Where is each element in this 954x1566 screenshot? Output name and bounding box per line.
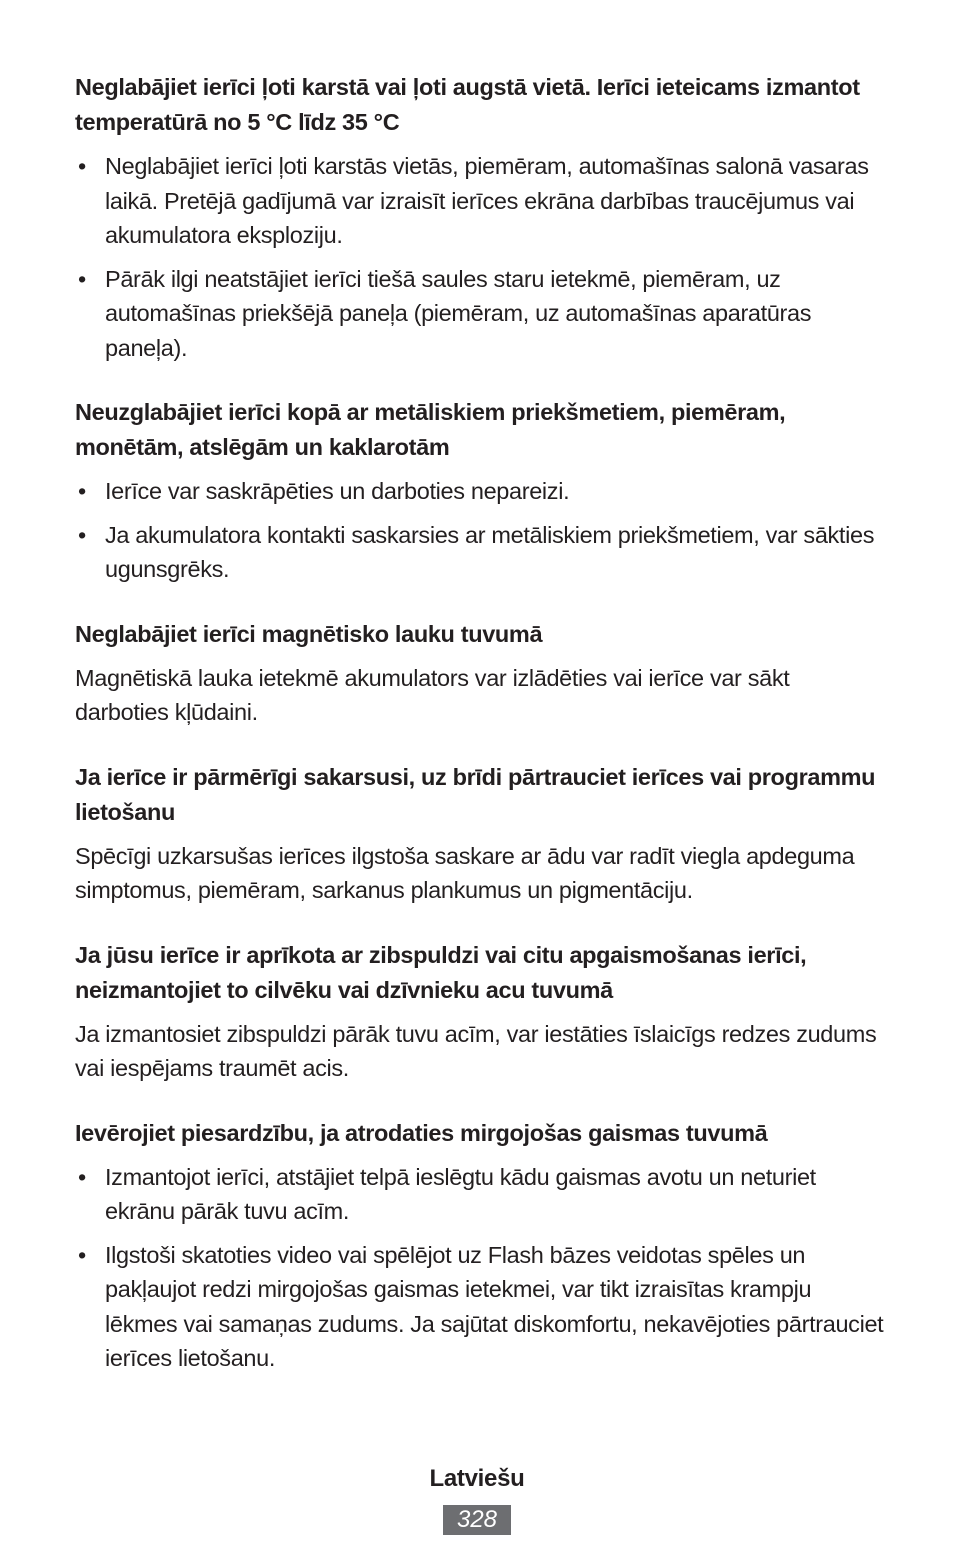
section-text: Spēcīgi uzkarsušas ierīces ilgstoša saskare ar ādu var radīt viegla apdeguma simptomus, piemēram, sarkanus plankumus un pigmentāciju.	[75, 842, 855, 903]
footer-language: Latviešu	[429, 1465, 525, 1492]
list-item	[75, 149, 885, 253]
section-heading: Ja ierīce ir pārmērīgi sakarsusi, uz brīdi pārtrauciet ierīces vai programmu lietošanu	[75, 763, 876, 825]
bullet-icon: •	[78, 1163, 86, 1190]
list-item	[75, 1160, 885, 1229]
section-heading: Neuzglabājiet ierīci kopā ar metāliskiem priekšmetiem, piemēram, monētām, atslēgām un kaklarotām	[75, 399, 786, 460]
list-item-text: Ierīce var saskrāpēties un darboties nepareizi.	[105, 478, 570, 504]
section-metal-objects	[75, 395, 885, 587]
bullet-list	[75, 1160, 885, 1376]
bullet-list	[75, 149, 885, 365]
list-item-text: Ja akumulatora kontakti saskarsies ar metāliskiem priekšmetiem, var sākties ugunsgrēks.	[105, 521, 875, 582]
section-heading: Ievērojiet piesardzību, ja atrodaties mirgojošas gaismas tuvumā	[75, 1119, 768, 1146]
bullet-icon: •	[78, 478, 86, 504]
page-number: 328	[443, 1505, 511, 1535]
section-heat	[75, 70, 885, 365]
section-flash	[75, 938, 885, 1086]
bullet-icon: •	[78, 265, 86, 292]
list-item-text: Ilgstoši skatoties video vai spēlējot uz Flash bāzes veidotas spēles un pakļaujot redzi mirgojošas gaismas ietekmei, var tikt izraisītas krampju lēkmes vai samaņas zudums. Ja sajūtat diskomfortu, nekavējoties pārtrauciet ierīces lietošanu.	[105, 1241, 884, 1371]
list-item	[75, 518, 885, 587]
bullet-icon: •	[78, 521, 86, 548]
section-overheating	[75, 760, 885, 908]
bullet-icon: •	[78, 1241, 86, 1268]
page-content	[75, 70, 885, 1406]
list-item-text: Neglabājiet ierīci ļoti karstās vietās, piemēram, automašīnas salonā vasaras laikā. Pretējā gadījumā var izraisīt ierīces ekrāna darbības traucējumus vai akumulatora eksploziju.	[105, 153, 869, 248]
list-item-text: Pārāk ilgi neatstājiet ierīci tiešā saules staru ietekmē, piemēram, uz automašīnas priekšējā paneļa (piemēram, uz automašīnas aparatūras paneļa).	[105, 265, 812, 361]
section-heading: Ja jūsu ierīce ir aprīkota ar zibspuldzi vai citu apgaismošanas ierīci, neizmantojiet to cilvēku vai dzīvnieku acu tuvumā	[75, 941, 807, 1003]
list-item-text: Izmantojot ierīci, atstājiet telpā ieslēgtu kādu gaismas avotu un neturiet ekrānu pārāk tuvu acīm.	[105, 1163, 816, 1224]
section-heading: Neglabājiet ierīci ļoti karstā vai ļoti augstā vietā. Ierīci ieteicams izmantot temperatūrā no 5 °C līdz 35 °C	[75, 74, 860, 135]
section-text: Magnētiskā lauka ietekmē akumulators var izlādēties vai ierīce var sākt darboties kļūdaini.	[75, 664, 790, 725]
section-heading: Neglabājiet ierīci magnētisko lauku tuvumā	[75, 620, 543, 647]
bullet-list	[75, 474, 885, 587]
list-item	[75, 474, 885, 509]
list-item	[75, 1238, 885, 1376]
bullet-icon: •	[78, 153, 86, 179]
list-item	[75, 262, 885, 366]
section-magnetic	[75, 617, 885, 730]
section-flashing-light	[75, 1116, 885, 1376]
section-text: Ja izmantosiet zibspuldzi pārāk tuvu acīm, var iestāties īslaicīgs redzes zudums vai iespējams traumēt acis.	[75, 1020, 877, 1081]
